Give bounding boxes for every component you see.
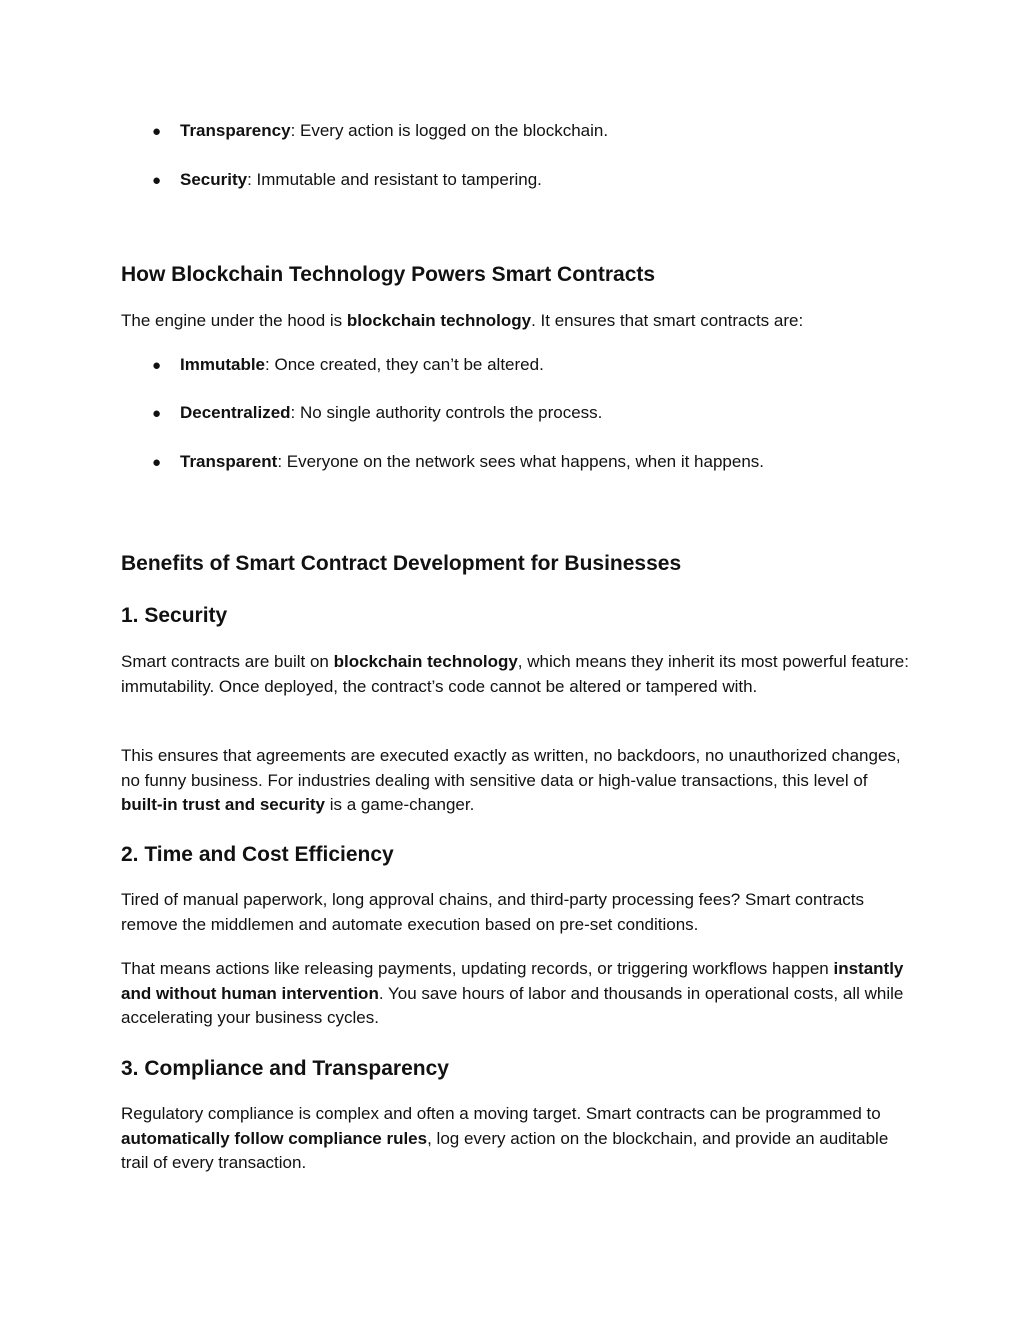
list-item-text: : Everyone on the network sees what happens, when it happens.: [277, 452, 765, 471]
list-item-decentralized: [152, 403, 602, 424]
text-run: The engine under the hood is: [121, 311, 347, 330]
list-item-text: : No single authority controls the process.: [290, 403, 603, 422]
list-item-term: Security: [180, 170, 248, 189]
list-item-term: Decentralized: [180, 403, 291, 422]
bullet-icon: ●: [152, 123, 162, 140]
heading-security: 1. Security: [121, 604, 228, 627]
paragraph-security-1: [121, 650, 911, 699]
bullet-icon: ●: [152, 172, 162, 189]
text-run: , log every action on the blockchain, and provide an auditable trail of every transaction.: [121, 1128, 889, 1172]
text-run: , which means they inherit its most powerful feature: immutability. Once deployed, the contract’s code cannot be altered or tampered with.: [121, 652, 909, 696]
list-item-transparent: [152, 452, 764, 473]
paragraph-compliance-1: [121, 1102, 911, 1176]
list-item-text: : Every action is logged on the blockchain.: [290, 121, 609, 140]
text-run: is a game-changer.: [325, 795, 475, 814]
text-run: . It ensures that smart contracts are:: [531, 311, 804, 330]
text-run: This ensures that agreements are executed exactly as written, no backdoors, no unauthorized changes, no funny business. For industries dealing with sensitive data or high-value transactions, this level of: [121, 746, 901, 790]
paragraph-efficiency-2: [121, 957, 911, 1031]
bullet-icon: ●: [152, 405, 162, 422]
list-item-immutable: [152, 355, 544, 376]
text-run: Smart contracts are built on: [121, 652, 334, 671]
heading-efficiency: 2. Time and Cost Efficiency: [121, 843, 394, 866]
bold-text: blockchain technology: [333, 652, 518, 671]
paragraph-blockchain-intro: [121, 309, 911, 334]
heading-benefits: Benefits of Smart Contract Development for Businesses: [121, 552, 682, 575]
text-run: Regulatory compliance is complex and often a moving target. Smart contracts can be programmed to: [121, 1104, 881, 1123]
paragraph-security-2: [121, 744, 911, 818]
heading-compliance: 3. Compliance and Transparency: [121, 1057, 449, 1080]
list-item-term: Transparency: [180, 121, 291, 140]
bold-text: built-in trust and security: [121, 795, 326, 814]
bold-text: blockchain technology: [346, 311, 532, 330]
list-item-term: Transparent: [180, 452, 278, 471]
bold-text: instantly and without human intervention: [121, 959, 904, 1003]
text-run: That means actions like releasing payments, updating records, or triggering workflows happen: [121, 959, 834, 978]
list-item-security: [152, 170, 542, 191]
list-item-transparency: [152, 121, 608, 142]
bullet-icon: ●: [152, 454, 162, 471]
list-item-text: : Once created, they can’t be altered.: [265, 355, 544, 374]
list-item-term: Immutable: [180, 355, 266, 374]
heading-blockchain-powers: How Blockchain Technology Powers Smart Contracts: [121, 263, 656, 286]
text-run: . You save hours of labor and thousands in operational costs, all while accelerating your business cycles.: [121, 983, 904, 1027]
bullet-icon: ●: [152, 357, 162, 374]
paragraph-efficiency-1: Tired of manual paperwork, long approval chains, and third-party processing fees? Smart contracts remove the middlemen and automate execution based on pre-set conditions.: [121, 890, 865, 934]
bold-text: automatically follow compliance rules: [121, 1128, 428, 1148]
list-item-text: : Immutable and resistant to tampering.: [247, 170, 542, 189]
